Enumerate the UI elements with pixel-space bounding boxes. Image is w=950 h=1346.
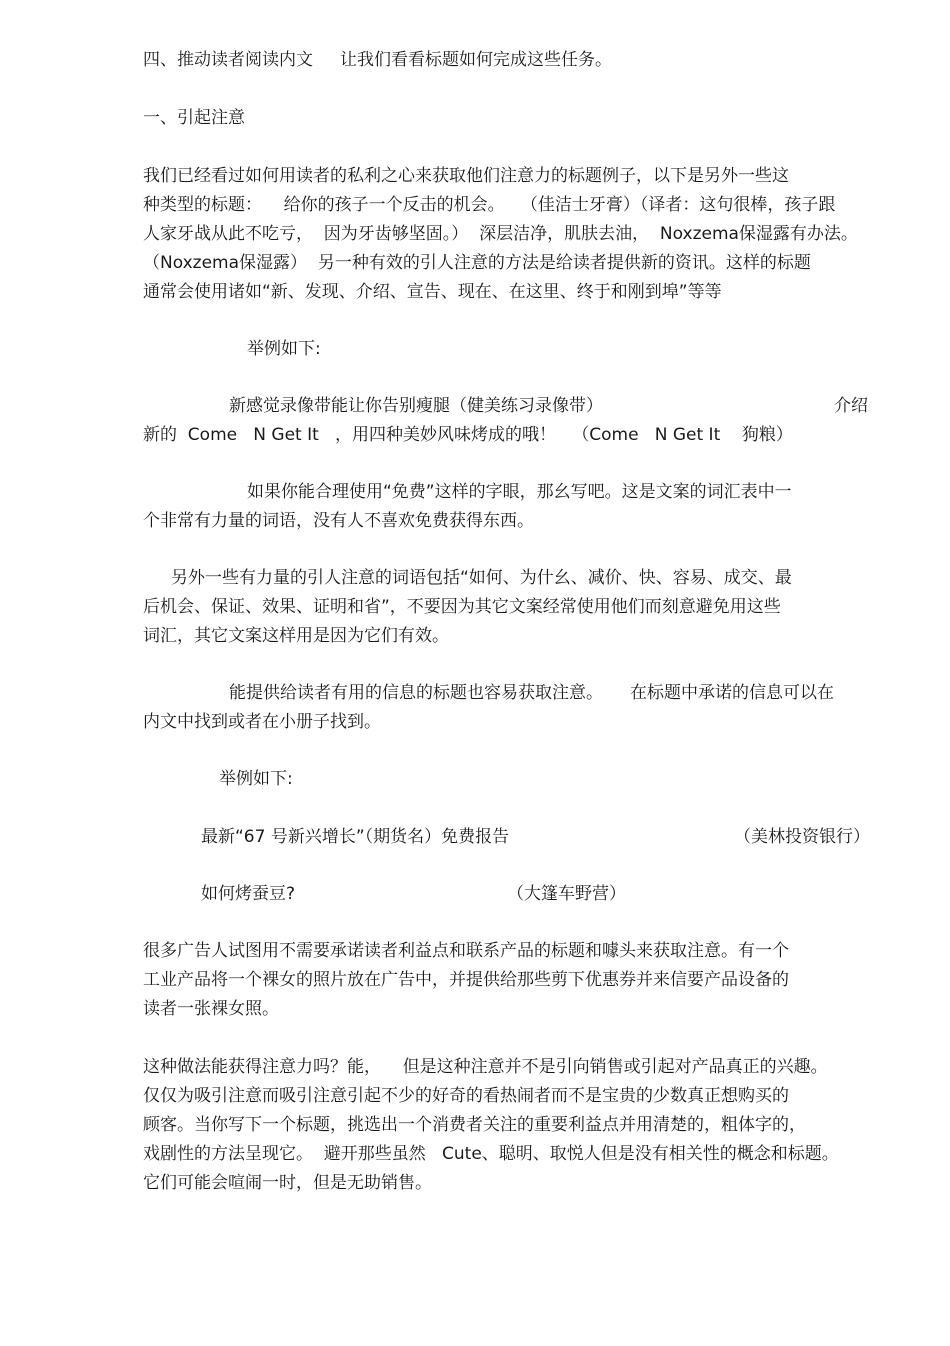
example-line: 如何烤蚕豆?: [201, 884, 296, 904]
section-heading-four: 四、推动读者阅读内文 让我们看看标题如何完成这些任务。: [143, 50, 613, 70]
paragraph-line: 读者一张裸女照。: [143, 999, 279, 1019]
paragraph-line: 顾客。当你写下一个标题，挑选出一个消费者关注的重要利益点并用清楚的，粗体字的，: [143, 1115, 806, 1135]
paragraph-line: 仅仅为吸引注意而吸引注意引起不少的好奇的看热闹者而不是宝贵的少数真正想购买的: [143, 1086, 789, 1106]
paragraph-line: 工业产品将一个裸女的照片放在广告中，并提供给那些剪下优惠券并来信要产品设备的: [143, 970, 789, 990]
paragraph-line: 戏剧性的方法呈现它。 避开那些虽然 Cute、聪明、取悦人但是没有相关性的概念和标题。: [143, 1144, 839, 1164]
paragraph-line: 个非常有力量的词语，没有人不喜欢免费获得东西。: [143, 511, 534, 531]
paragraph-line: 内文中找到或者在小册子找到。: [143, 712, 381, 732]
paragraph-line: 种类型的标题： 给你的孩子一个反击的机会。 （佳洁士牙膏）（译者：这句很棒，孩子跟: [143, 195, 836, 215]
paragraph-line: 如果你能合理使用“免费”这样的字眼，那幺写吧。这是文案的词汇表中一: [247, 482, 792, 502]
paragraph-line: 它们可能会喧闹一时，但是无助销售。: [143, 1173, 432, 1193]
example-line: （大篷车野营）: [507, 884, 626, 904]
example-line: （美林投资银行）: [734, 827, 870, 847]
section-heading-one: 一、引起注意: [143, 108, 245, 128]
paragraph-line: 人家牙战从此不吃亏， 因为牙齿够坚固。） 深层洁净，肌肤去油， Noxzema保湿露有办法。: [143, 224, 858, 244]
example-line: 新的 Come N Get It ，用四种美妙风味烤成的哦！ （Come N Get It 狗粮）: [143, 425, 793, 445]
example-line: 最新“67 号新兴增长”（期货名）免费报告: [201, 827, 510, 847]
paragraph-line: 很多广告人试图用不需要承诺读者利益点和联系产品的标题和噱头来获取注意。有一个: [143, 941, 789, 961]
paragraph-line: 后机会、保证、效果、证明和省”，不要因为其它文案经常使用他们而刻意避免用这些: [143, 597, 781, 617]
paragraph-line: 能提供给读者有用的信息的标题也容易获取注意。 在标题中承诺的信息可以在: [229, 683, 835, 703]
paragraph-line: 我们已经看过如何用读者的私利之心来获取他们注意力的标题例子，以下是另外一些这: [143, 166, 789, 186]
example-label: 举例如下:: [219, 769, 293, 789]
paragraph-line: 另外一些有力量的引人注意的词语包括“如何、为什幺、减价、快、容易、成交、最: [171, 568, 792, 588]
paragraph-line: 通常会使用诸如“新、发现、介绍、宣告、现在、在这里、终于和刚到埠”等等: [143, 282, 722, 302]
paragraph-line: （Noxzema保湿露） 另一种有效的引人注意的方法是给读者提供新的资讯。这样的标题: [143, 253, 811, 273]
paragraph-line: 词汇，其它文案这样用是因为它们有效。: [143, 626, 449, 646]
example-line: 介绍: [834, 396, 868, 416]
paragraph-line: 这种做法能获得注意力吗？能， 但是这种注意并不是引向销售或引起对产品真正的兴趣。: [143, 1057, 828, 1077]
example-line: 新感觉录像带能让你告别瘦腿（健美练习录像带）: [229, 396, 603, 416]
example-label: 举例如下:: [247, 339, 321, 359]
